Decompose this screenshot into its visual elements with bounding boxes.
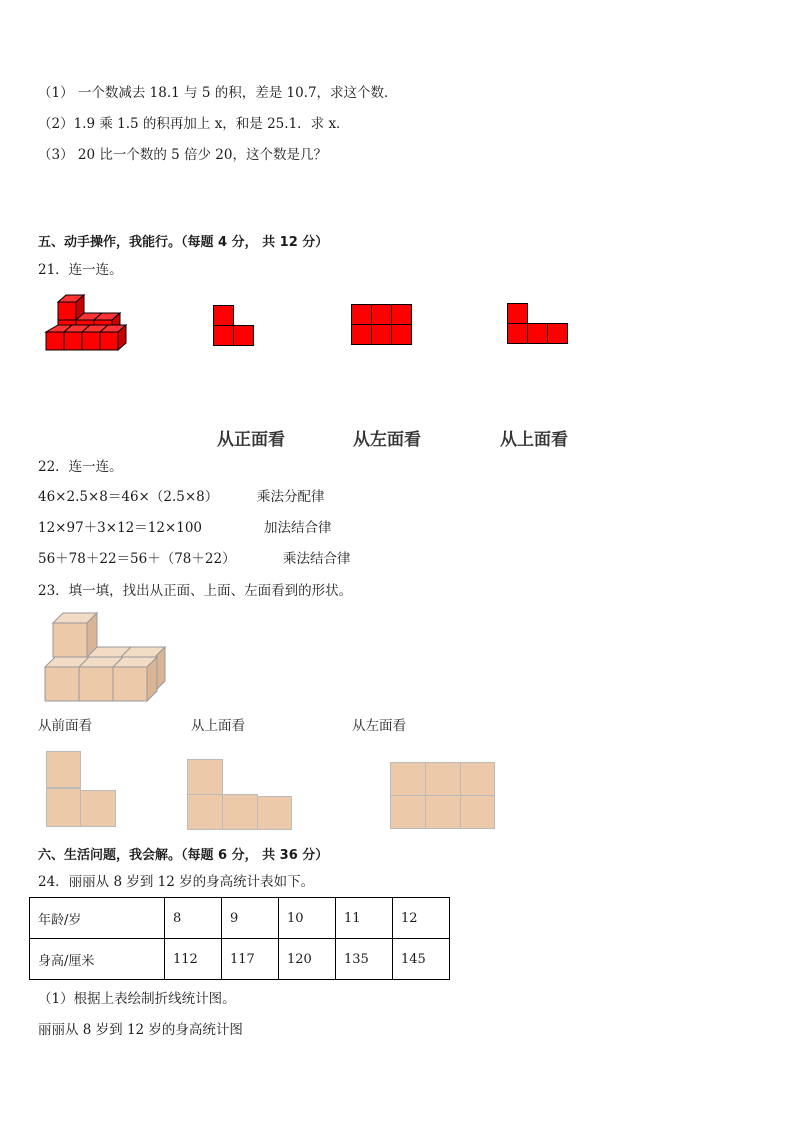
table-cell: 年龄/岁 [30, 898, 165, 939]
q22-expr-2: 12×97＋3×12＝12×100 [38, 520, 203, 536]
table-cell: 身高/厘米 [30, 939, 165, 980]
q24-sub1: （1）根据上表绘制折线统计图。 [38, 991, 236, 1007]
table-cell: 112 [165, 939, 222, 980]
tan-cube-solid [43, 611, 173, 703]
table-cell: 8 [165, 898, 222, 939]
q22-law-2: 加法结合律 [264, 520, 332, 536]
q23-shape-front [46, 751, 118, 831]
q21-label: 21．连一连。 [38, 262, 123, 278]
table-cell: 135 [336, 939, 393, 980]
view-shape-grid [351, 304, 415, 348]
q23-shape-top [187, 759, 297, 833]
q24-label: 24．丽丽从 8 岁到 12 岁的身高统计表如下。 [38, 874, 315, 890]
view-shape-l [213, 305, 257, 349]
table-cell: 117 [222, 939, 279, 980]
q22-law-1: 乘法分配律 [257, 489, 325, 505]
chart-caption: 丽丽从 8 岁到 12 岁的身高统计图 [38, 1022, 243, 1038]
table-cell: 9 [222, 898, 279, 939]
view-label-top: 从上面看 [500, 430, 568, 450]
red-cube-solid [44, 292, 134, 362]
table-row [30, 939, 450, 980]
q23-view-front: 从前面看 [38, 718, 92, 734]
view-shape-long-l [507, 303, 571, 347]
table-cell: 145 [393, 939, 450, 980]
q23-view-top: 从上面看 [191, 718, 245, 734]
table-cell: 10 [279, 898, 336, 939]
q22-expr-3: 56＋78＋22＝56＋（78＋22） [38, 551, 236, 567]
q22-label: 22．连一连。 [38, 459, 123, 475]
table-cell: 120 [279, 939, 336, 980]
section-6-title: 六、生活问题，我会解。（每题 6 分， 共 36 分） [38, 848, 329, 863]
table-cell: 12 [393, 898, 450, 939]
table-row [30, 898, 450, 939]
problem-1: （1） 一个数减去 18.1 与 5 的积，差是 10.7，求这个数． [38, 85, 398, 101]
view-label-left: 从左面看 [353, 430, 421, 450]
q23-view-left: 从左面看 [352, 718, 406, 734]
q22-expr-1: 46×2.5×8＝46×（2.5×8） [38, 489, 219, 505]
height-table [29, 897, 450, 980]
view-label-front: 从正面看 [217, 430, 285, 450]
q23-shape-left [390, 762, 498, 832]
problem-2: （2）1.9 乘 1.5 的积再加上 x，和是 25.1．求 x． [38, 116, 350, 132]
q22-law-3: 乘法结合律 [283, 551, 351, 567]
problem-3: （3） 20 比一个数的 5 倍少 20，这个数是几？ [38, 147, 327, 163]
table-cell: 11 [336, 898, 393, 939]
q23-label: 23．填一填，找出从正面、上面、左面看到的形状。 [38, 583, 353, 599]
section-5-title: 五、动手操作，我能行。（每题 4 分， 共 12 分） [38, 235, 329, 250]
